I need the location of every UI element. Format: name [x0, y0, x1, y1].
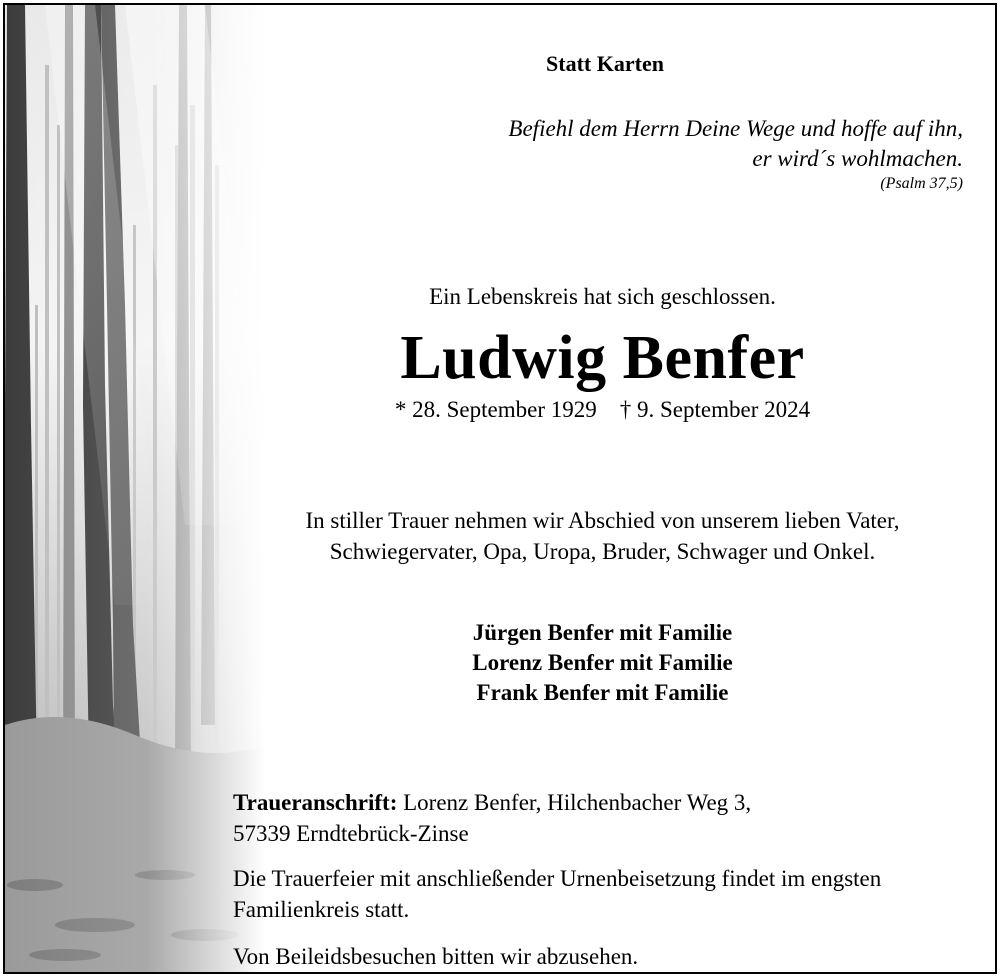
ceremony-note: [233, 863, 881, 925]
address-line-1: Lorenz Benfer, Hilchenbacher Weg 3,: [397, 790, 752, 815]
mourning-address: [233, 787, 751, 849]
mourner: Lorenz Benfer mit Familie: [472, 650, 733, 675]
verse-line-1: Befiehl dem Herrn Deine Wege und hoffe auf ihn,: [508, 116, 963, 141]
death-date: † 9. September 2024: [619, 397, 811, 422]
forest-image: [5, 5, 265, 972]
mourner: Jürgen Benfer mit Familie: [472, 620, 733, 645]
obituary-frame: [3, 3, 997, 974]
verse-source: (Psalm 37,5): [880, 175, 963, 192]
birth-date: * 28. September 1929: [394, 397, 597, 422]
address-line-2: 57339 Erndtebrück-Zinse: [233, 821, 469, 846]
mourning-message: [205, 505, 997, 567]
mourning-message-line-1: In stiller Trauer nehmen wir Abschied von unserem lieben Vater,: [305, 508, 900, 533]
ceremony-line-1: Die Trauerfeier mit anschließender Urnenbeisetzung findet im engsten: [233, 866, 882, 891]
closing-note: Von Beileidsbesuchen bitten wir abzusehen.: [233, 944, 639, 969]
deceased-name: Ludwig Benfer: [400, 324, 805, 392]
verse-line-2: er wird´s wohlmachen.: [752, 146, 963, 171]
mourner: Frank Benfer mit Familie: [476, 680, 729, 705]
ceremony-line-2: Familienkreis statt.: [233, 897, 410, 922]
mourners-list: [205, 618, 997, 708]
life-dates: [205, 397, 997, 423]
address-label: Traueranschrift:: [233, 790, 398, 815]
mourning-message-line-2: Schwiegervater, Opa, Uropa, Bruder, Schwager und Onkel.: [329, 539, 876, 564]
statt-karten-heading: Statt Karten: [546, 51, 664, 76]
intro-line: Ein Lebenskreis hat sich geschlossen.: [429, 284, 776, 309]
